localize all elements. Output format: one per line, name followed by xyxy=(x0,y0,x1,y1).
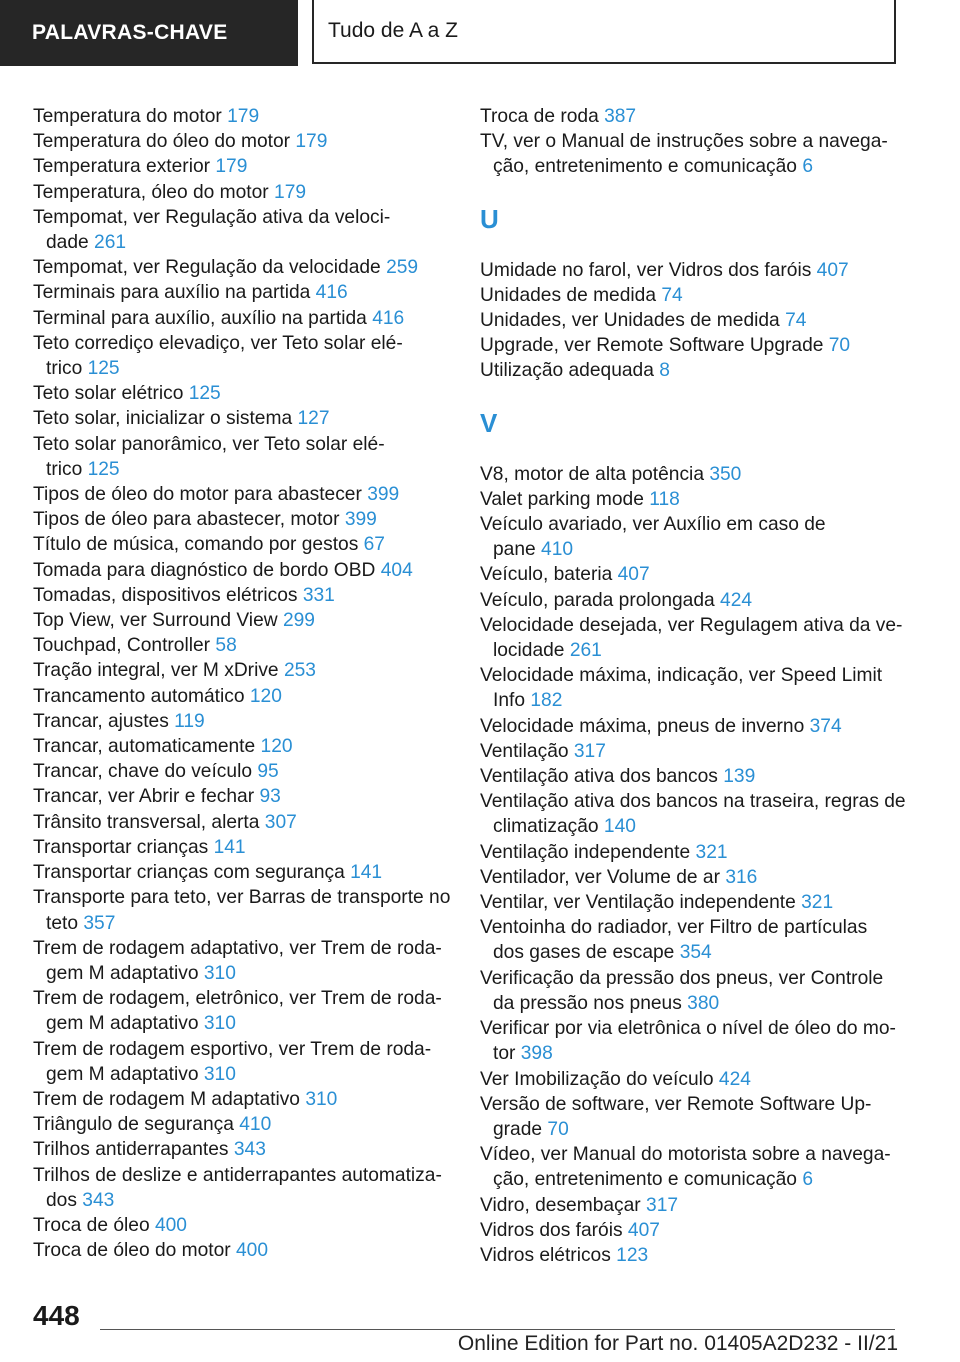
index-entry xyxy=(480,1243,900,1268)
index-entry xyxy=(480,487,900,512)
index-entry xyxy=(480,1218,900,1243)
index-term: Tipos de óleo do motor para abastecer xyxy=(33,484,362,506)
page-reference-link[interactable]: 253 xyxy=(283,660,316,682)
index-entry xyxy=(33,532,453,557)
index-entry xyxy=(480,1142,900,1192)
index-term: Vídeo, ver Manual do motorista sobre a navega- xyxy=(480,1144,891,1166)
index-entry xyxy=(480,333,900,358)
page-reference-link[interactable]: 8 xyxy=(659,360,670,382)
index-entry xyxy=(33,255,453,280)
index-term: Terminal para auxílio, auxílio na partida xyxy=(33,307,367,329)
index-entry xyxy=(33,1213,453,1238)
index-entry xyxy=(33,280,453,305)
page-reference-link[interactable]: 317 xyxy=(646,1194,679,1216)
index-term: Trancar, ajustes xyxy=(33,710,169,732)
index-term: Teto solar elétrico xyxy=(33,383,184,405)
index-term: Upgrade, ver Remote Software Upgrade xyxy=(480,335,824,357)
index-term: Trânsito transversal, alerta xyxy=(33,811,260,833)
index-term: Ventilação xyxy=(480,740,569,762)
index-term: dade xyxy=(46,232,89,254)
index-entry xyxy=(480,129,900,179)
index-term: Vidros dos faróis xyxy=(480,1219,623,1241)
index-entry xyxy=(33,507,453,532)
index-entry xyxy=(480,258,900,283)
index-term: Teto solar panorâmico, ver Teto solar elé- xyxy=(33,433,385,455)
page-reference-link[interactable]: 424 xyxy=(720,589,753,611)
index-entry xyxy=(480,358,900,383)
index-entry xyxy=(33,608,453,633)
index-term: Unidades, ver Unidades de medida xyxy=(480,310,780,332)
index-term: Troca de óleo do motor xyxy=(33,1240,231,1262)
page-reference-link[interactable]: 67 xyxy=(363,534,385,556)
index-term: Top View, ver Surround View xyxy=(33,610,278,632)
index-entry xyxy=(33,835,453,860)
index-term: Ver Imobilização do veículo xyxy=(480,1068,714,1090)
page-reference-link[interactable]: 310 xyxy=(203,1063,236,1085)
index-term: Tempomat, ver Regulação da velocidade xyxy=(33,257,381,279)
index-term: Unidades de medida xyxy=(480,284,657,306)
index-term: Troca de óleo xyxy=(33,1214,150,1236)
footer-divider xyxy=(100,1329,895,1330)
index-term: Verificação da pressão dos pneus, ver Controle xyxy=(480,967,884,989)
index-entry xyxy=(33,482,453,507)
index-term: Trem de rodagem, eletrônico, ver Trem de roda- xyxy=(33,988,442,1010)
index-term: Ventoinha do radiador, ver Filtro de partículas xyxy=(480,917,868,939)
chapter-tab[interactable]: Tudo de A a Z xyxy=(312,0,896,64)
index-entry xyxy=(480,588,900,613)
page-reference-link[interactable]: 387 xyxy=(604,106,637,127)
index-term: Tempomat, ver Regulação ativa da veloci- xyxy=(33,206,391,228)
index-entry xyxy=(33,558,453,583)
index-term: Tração integral, ver M xDrive xyxy=(33,660,279,682)
index-term: Temperatura do óleo do motor xyxy=(33,131,291,153)
index-entry xyxy=(33,784,453,809)
index-term: Transportar crianças com segurança xyxy=(33,862,345,884)
page-reference-link[interactable]: 350 xyxy=(709,463,742,485)
page-reference-link[interactable]: 317 xyxy=(573,740,606,762)
page-reference-link[interactable]: 261 xyxy=(94,232,127,254)
index-term: Trancamento automático xyxy=(33,685,245,707)
page-reference-link[interactable]: 410 xyxy=(541,539,574,561)
page-reference-link[interactable]: 407 xyxy=(816,259,849,281)
index-term: Trem de rodagem esportivo, ver Trem de roda- xyxy=(33,1038,432,1060)
page-reference-link[interactable]: 398 xyxy=(520,1043,553,1065)
index-term: teto xyxy=(46,912,79,934)
index-term: Tomada para diagnóstico de bordo OBD xyxy=(33,559,376,581)
index-entry xyxy=(480,512,900,562)
index-term: Ventilar, ver Ventilação independente xyxy=(480,892,796,914)
page-reference-link[interactable]: 343 xyxy=(82,1189,115,1211)
index-entry xyxy=(33,331,453,381)
index-term: Trilhos antiderrapantes xyxy=(33,1139,229,1161)
page-reference-link[interactable]: 416 xyxy=(315,282,348,304)
index-term: Ventilação ativa dos bancos na traseira, regras de xyxy=(480,791,906,813)
page-reference-link[interactable]: 400 xyxy=(154,1214,187,1236)
index-term: Trem de rodagem M adaptativo xyxy=(33,1088,300,1110)
index-entry xyxy=(33,1137,453,1162)
index-entry xyxy=(480,1092,900,1142)
index-term: TV, ver o Manual de instruções sobre a navega- xyxy=(480,131,888,153)
index-term: Transportar crianças xyxy=(33,836,209,858)
index-term: trico xyxy=(46,358,83,380)
index-term: Triângulo de segurança xyxy=(33,1114,234,1136)
page-reference-link[interactable]: 95 xyxy=(257,761,279,783)
index-entry xyxy=(33,306,453,331)
index-entry xyxy=(33,709,453,734)
page-reference-link[interactable]: 127 xyxy=(297,408,330,430)
page-header xyxy=(0,0,960,66)
index-entry xyxy=(33,1087,453,1112)
index-entry xyxy=(33,684,453,709)
index-term: gem M adaptativo xyxy=(46,1013,199,1035)
index-term: Info xyxy=(493,690,526,712)
index-group-v xyxy=(480,462,906,1269)
index-term: trico xyxy=(46,458,83,480)
index-term: Touchpad, Controller xyxy=(33,635,211,657)
index-term: Temperatura, óleo do motor xyxy=(33,181,269,203)
page-reference-link[interactable]: 259 xyxy=(386,257,419,279)
index-entry xyxy=(33,1112,453,1137)
index-entry xyxy=(33,104,453,129)
page-reference-link[interactable]: 400 xyxy=(236,1240,269,1262)
index-entry xyxy=(480,104,900,129)
index-entry xyxy=(480,663,900,713)
index-entry xyxy=(480,865,900,890)
index-entry xyxy=(480,714,900,739)
index-entry xyxy=(480,915,900,965)
index-entry xyxy=(33,986,453,1036)
index-term: V8, motor de alta potência xyxy=(480,463,704,485)
page-reference-link[interactable]: 307 xyxy=(264,811,297,833)
index-term: Trem de rodagem adaptativo, ver Trem de roda- xyxy=(33,937,442,959)
page-reference-link[interactable]: 416 xyxy=(372,307,405,329)
index-term: Temperatura do motor xyxy=(33,106,222,127)
index-entry xyxy=(480,1193,900,1218)
index-term: Valet parking mode xyxy=(480,488,644,510)
page-reference-link[interactable]: 399 xyxy=(367,484,400,506)
page-reference-link[interactable]: 119 xyxy=(174,710,205,732)
index-term: Trancar, chave do veículo xyxy=(33,761,252,783)
index-column-left xyxy=(33,104,453,1263)
page-reference-link[interactable]: 321 xyxy=(801,892,834,914)
index-term: Teto solar, inicializar o sistema xyxy=(33,408,293,430)
index-column-right xyxy=(480,104,906,1268)
index-entry xyxy=(33,1037,453,1087)
index-entry xyxy=(480,840,900,865)
page-reference-link[interactable]: 316 xyxy=(725,866,758,888)
index-entry xyxy=(480,308,900,333)
page-reference-link[interactable]: 374 xyxy=(809,715,842,737)
index-entry xyxy=(33,381,453,406)
index-term: Trancar, ver Abrir e fechar xyxy=(33,786,255,808)
index-term: Tipos de óleo para abastecer, motor xyxy=(33,509,340,531)
page-reference-link[interactable]: 74 xyxy=(785,310,807,332)
index-entry xyxy=(33,1163,453,1213)
index-term: Veículo avariado, ver Auxílio em caso de xyxy=(480,514,826,536)
index-term: Vidros elétricos xyxy=(480,1244,611,1266)
index-term: dos gases de escape xyxy=(493,942,675,964)
index-term: da pressão nos pneus xyxy=(493,992,682,1014)
index-entry xyxy=(33,810,453,835)
page-reference-link[interactable]: 343 xyxy=(233,1139,266,1161)
page-reference-link[interactable]: 123 xyxy=(616,1244,649,1266)
page-reference-link[interactable]: 310 xyxy=(305,1088,338,1110)
page-reference-link[interactable]: 118 xyxy=(649,488,680,510)
page-reference-link[interactable]: 6 xyxy=(802,156,813,178)
page-reference-link[interactable]: 179 xyxy=(227,106,260,127)
page-reference-link[interactable]: 139 xyxy=(723,766,756,788)
index-entry xyxy=(33,885,453,935)
index-entry xyxy=(33,759,453,784)
page-reference-link[interactable]: 120 xyxy=(249,685,282,707)
index-entry xyxy=(33,129,453,154)
page-reference-link[interactable]: 70 xyxy=(547,1118,569,1140)
page-reference-link[interactable]: 424 xyxy=(718,1068,751,1090)
index-term: grade xyxy=(493,1118,543,1140)
page-reference-link[interactable]: 310 xyxy=(203,1013,236,1035)
page-reference-link[interactable]: 404 xyxy=(380,559,413,581)
page-reference-link[interactable]: 407 xyxy=(627,1219,660,1241)
page-reference-link[interactable]: 261 xyxy=(569,640,602,662)
section-letter-u: U xyxy=(480,203,499,234)
page-reference-link[interactable]: 58 xyxy=(215,635,237,657)
index-term: gem M adaptativo xyxy=(46,962,199,984)
page-reference-link[interactable]: 407 xyxy=(617,564,650,586)
index-term: Ventilação independente xyxy=(480,841,691,863)
index-entry xyxy=(33,583,453,608)
page-reference-link[interactable]: 141 xyxy=(213,836,246,858)
index-term: Veículo, bateria xyxy=(480,564,613,586)
index-entry xyxy=(33,432,453,482)
page-reference-link[interactable]: 357 xyxy=(83,912,116,934)
index-entry xyxy=(480,283,900,308)
index-entry xyxy=(480,613,903,663)
page-reference-link[interactable]: 399 xyxy=(344,509,377,531)
footer-edition: Online Edition for Part no. 01405A2D232 - II/21 xyxy=(457,1332,898,1355)
index-term: Umidade no farol, ver Vidros dos faróis xyxy=(480,259,812,281)
page-number: 448 xyxy=(33,1300,80,1331)
index-term: Tomadas, dispositivos elétricos xyxy=(33,584,298,606)
section-letter-v: V xyxy=(480,407,498,438)
index-term: ção, entretenimento e comunicação xyxy=(493,1169,797,1191)
index-term: Veículo, parada prolongada xyxy=(480,589,715,611)
page-reference-link[interactable]: 125 xyxy=(87,358,120,380)
page-reference-link[interactable]: 179 xyxy=(215,156,248,178)
index-entry xyxy=(33,860,453,885)
index-entry xyxy=(33,205,453,255)
index-group-u xyxy=(480,258,900,384)
index-entry xyxy=(33,154,453,179)
index-term: tor xyxy=(493,1043,516,1065)
page-reference-link[interactable]: 182 xyxy=(530,690,563,712)
index-term: Ventilação ativa dos bancos xyxy=(480,766,718,788)
index-term: pane xyxy=(493,539,536,561)
page-reference-link[interactable]: 125 xyxy=(188,383,221,405)
index-entry xyxy=(33,734,453,759)
index-term: Troca de roda xyxy=(480,106,599,127)
page-reference-link[interactable]: 70 xyxy=(828,335,851,357)
index-term: Teto corrediço elevadiço, ver Teto solar elé- xyxy=(33,332,403,354)
page-reference-link[interactable]: 299 xyxy=(282,610,315,632)
page-reference-link[interactable]: 141 xyxy=(350,862,383,884)
page-reference-link[interactable]: 310 xyxy=(203,962,236,984)
index-entry xyxy=(480,1016,900,1066)
index-term: dos xyxy=(46,1189,77,1211)
index-entry xyxy=(480,789,906,839)
page-reference-link[interactable]: 331 xyxy=(302,584,335,606)
index-entry xyxy=(480,764,900,789)
page-reference-link[interactable]: 179 xyxy=(295,131,328,153)
page-reference-link[interactable]: 321 xyxy=(695,841,728,863)
index-term: Vidro, desembaçar xyxy=(480,1194,641,1216)
index-term: Versão de software, ver Remote Software Up- xyxy=(480,1093,872,1115)
index-entry xyxy=(33,936,453,986)
index-term: ção, entretenimento e comunicação xyxy=(493,156,797,178)
page-reference-link[interactable]: 410 xyxy=(239,1114,272,1136)
page-reference-link[interactable]: 125 xyxy=(87,458,120,480)
index-entry xyxy=(480,739,900,764)
page-reference-link[interactable]: 6 xyxy=(802,1169,813,1191)
page-reference-link[interactable]: 140 xyxy=(603,816,636,838)
index-term: Temperatura exterior xyxy=(33,156,211,178)
index-term: Velocidade máxima, indicação, ver Speed Limit xyxy=(480,665,883,687)
index-term: Título de música, comando por gestos xyxy=(33,534,359,556)
index-term: gem M adaptativo xyxy=(46,1063,199,1085)
index-term: Velocidade máxima, pneus de inverno xyxy=(480,715,805,737)
index-entry xyxy=(33,633,453,658)
page-reference-link[interactable]: 120 xyxy=(260,736,293,758)
index-entry xyxy=(33,658,453,683)
index-term: Trancar, automaticamente xyxy=(33,736,256,758)
index-term: Velocidade desejada, ver Regulagem ativa da ve- xyxy=(480,614,903,636)
page-reference-link[interactable]: 380 xyxy=(687,992,720,1014)
index-term: Trilhos de deslize e antiderrapantes automatiza- xyxy=(33,1164,442,1186)
page-reference-link[interactable]: 74 xyxy=(661,284,683,306)
index-entry xyxy=(480,462,900,487)
index-entry xyxy=(480,562,900,587)
index-term: Ventilador, ver Volume de ar xyxy=(480,866,720,888)
index-entry xyxy=(480,890,900,915)
index-term: Verificar por via eletrônica o nível de óleo do mo- xyxy=(480,1018,896,1040)
page-reference-link[interactable]: 354 xyxy=(679,942,712,964)
page-reference-link[interactable]: 93 xyxy=(259,786,281,808)
index-term: locidade xyxy=(493,640,565,662)
index-group-t-continued xyxy=(480,104,900,180)
index-entry xyxy=(33,406,453,431)
index-entry xyxy=(480,966,900,1016)
index-entry xyxy=(33,180,453,205)
index-term: Transporte para teto, ver Barras de transporte no xyxy=(33,887,451,909)
index-entry xyxy=(480,1067,900,1092)
index-term: climatização xyxy=(493,816,599,838)
index-entry xyxy=(33,1238,453,1263)
section-tab[interactable]: PALAVRAS-CHAVE xyxy=(0,0,298,66)
page-reference-link[interactable]: 179 xyxy=(274,181,307,203)
index-term: Utilização adequada xyxy=(480,360,654,382)
index-term: Terminais para auxílio na partida xyxy=(33,282,311,304)
